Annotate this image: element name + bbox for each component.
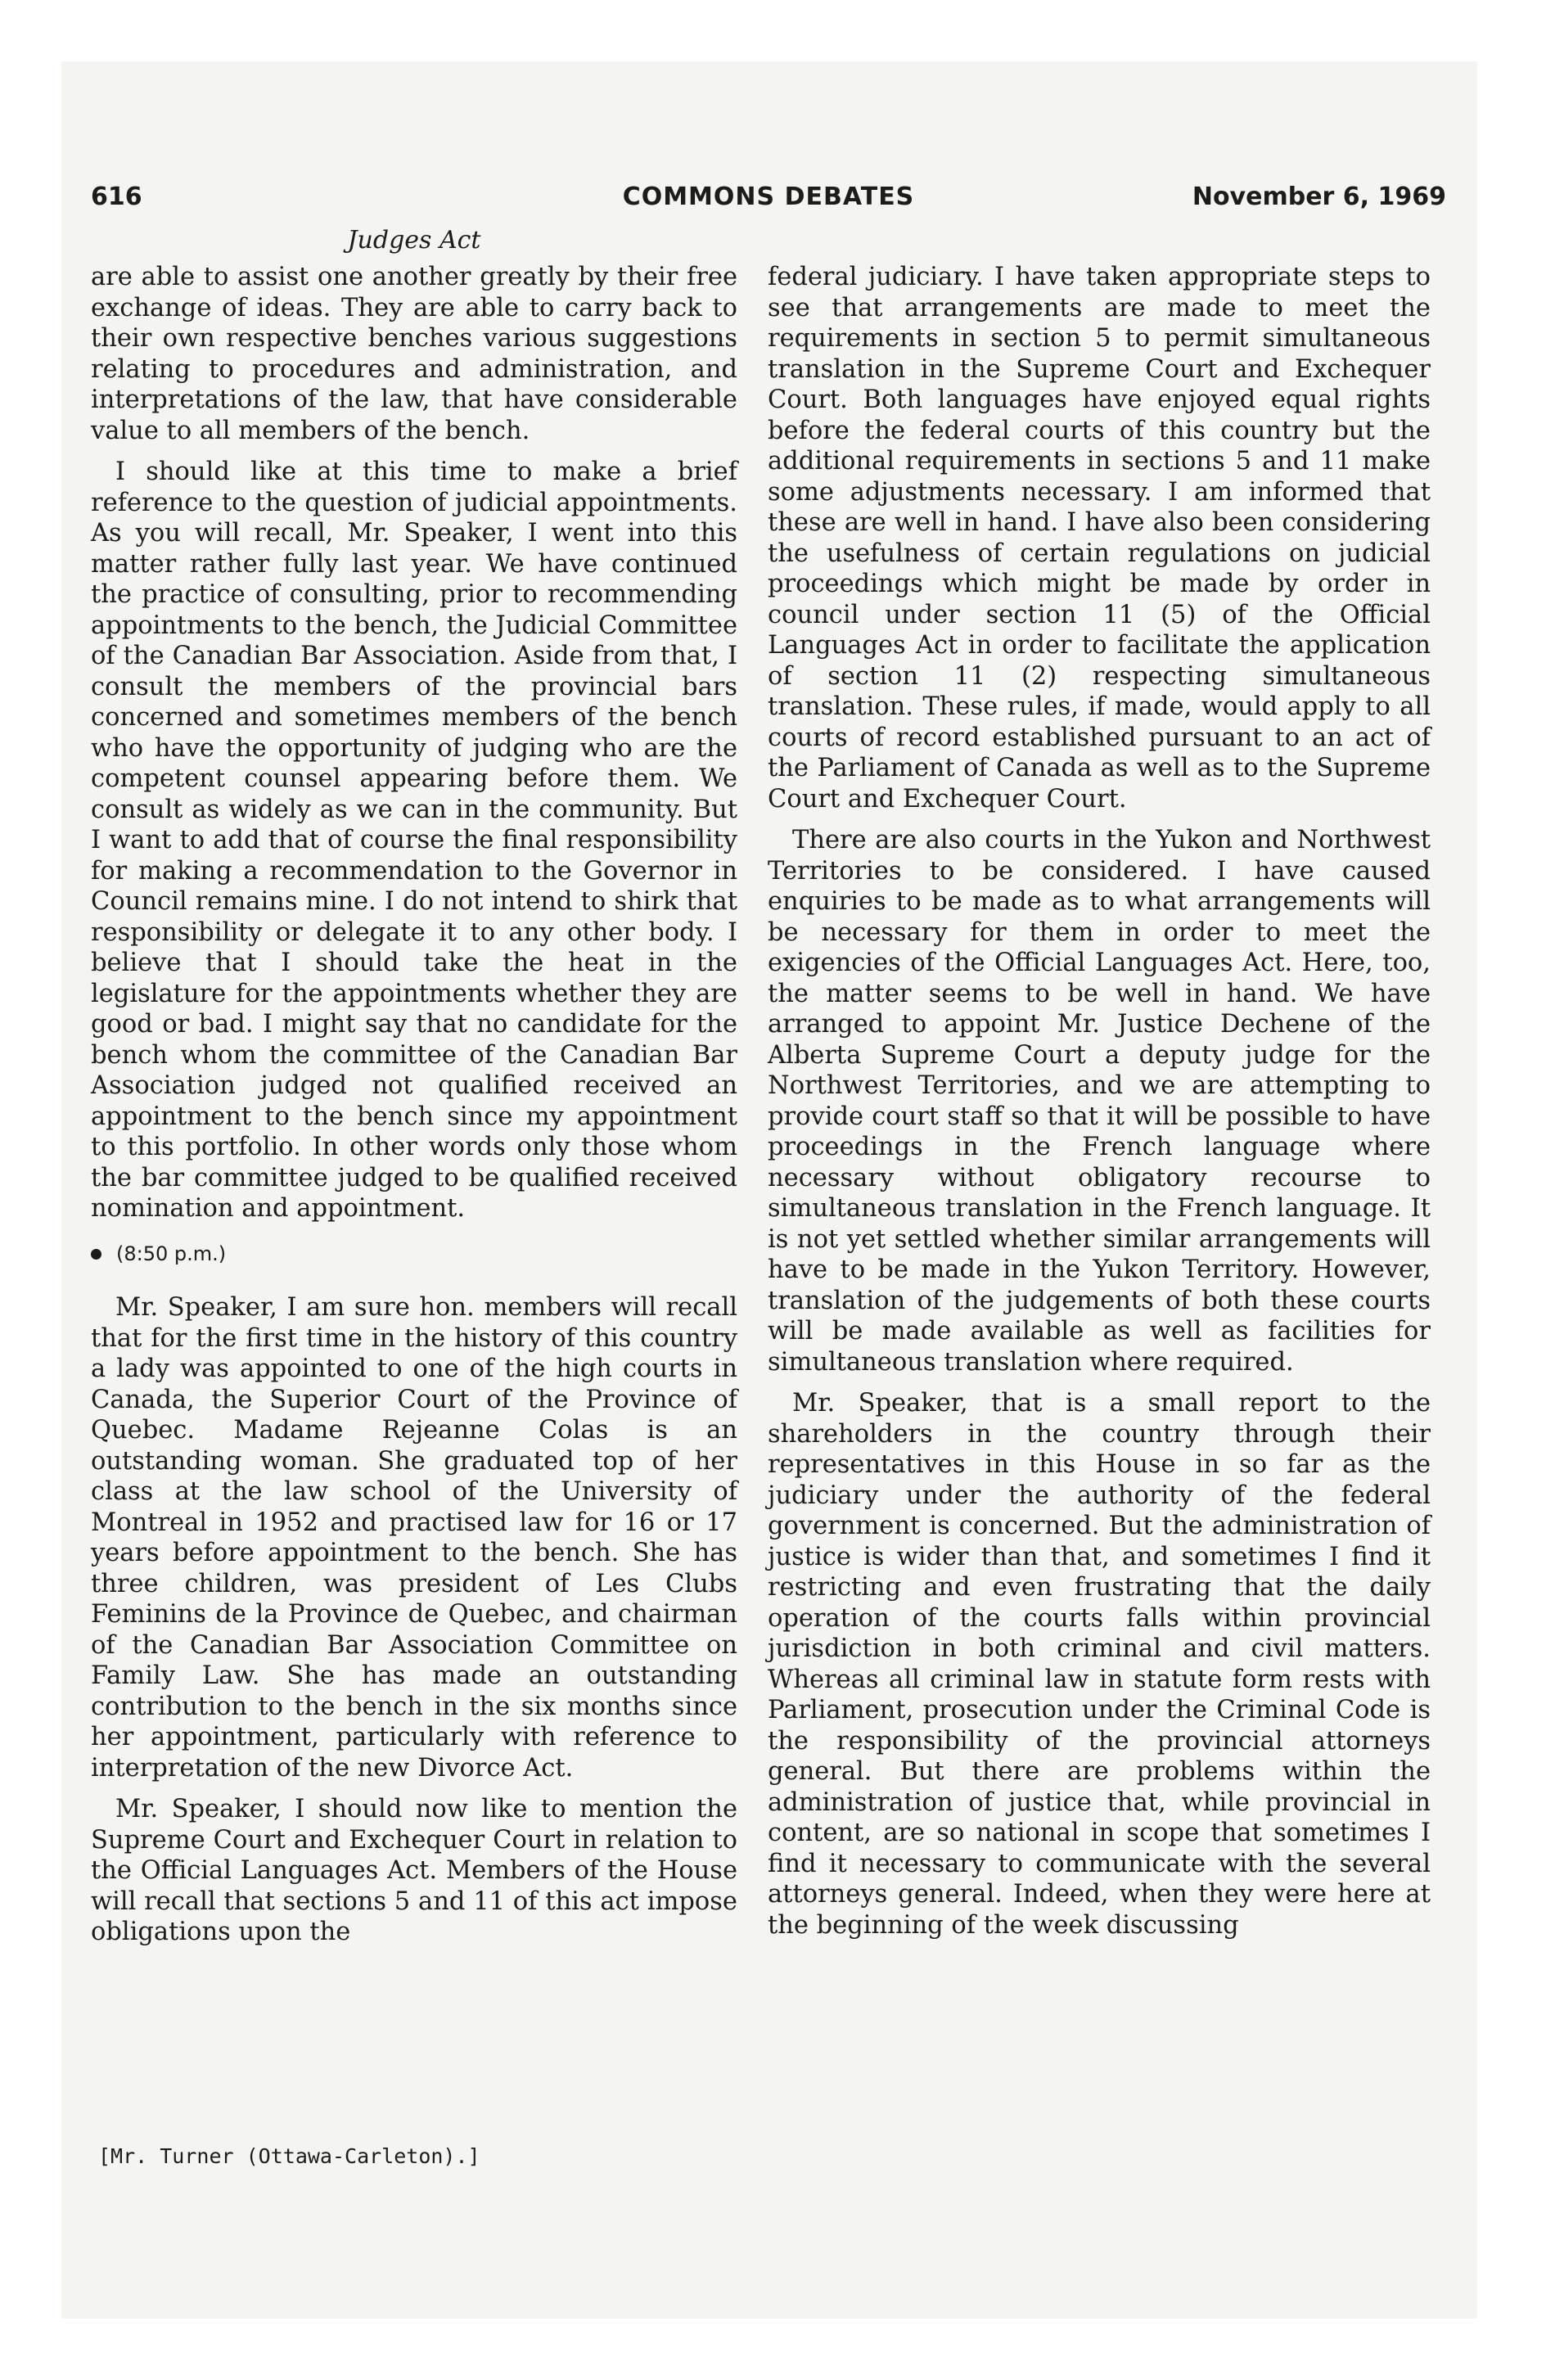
time-marker-text: (8:50 p.m.) [116,1242,227,1265]
page-header [91,183,1446,223]
journal-title: COMMONS DEBATES [622,183,915,211]
paragraph: There are also courts in the Yukon and Northwest Territories to be considered. I have caused enquiries to be made as to what arrangements will be necessary for them in order to meet the exigencies of the Official Languages Act. Here, too, the matter seems to be well in hand. We have arranged to appoint Mr. Justice Dechene of the Alberta Supreme Court a deputy judge for the Northwest Territories, and we are attempting to provide court staff so that it will be possible to have proceedings in the French language where necessary without obligatory recourse to simultaneous translation in the French language. It is not yet settled whether similar arrangements will have to be made in the Yukon Territory. However, translation of the judgements of both these courts will be made available as well as facilities for simultaneous translation where required. [768,826,1431,1377]
paragraph: Mr. Speaker, I am sure hon. members will recall that for the first time in the history of this country a lady was appointed to one of the high courts in Canada, the Superior Court of the Province of Quebec. Madame Rejeanne Colas is an outstanding woman. She graduated top of her class at the law school of the University of Montreal in 1952 and practised law for 16 or 17 years before appointment to the bench. She has three children, was president of Les Clubs Feminins de la Province de Quebec, and chairman of the Canadian Bar Association Committee on Family Law. She has made an outstanding contribution to the bench in the six months since her appointment, particularly with reference to interpretation of the new Divorce Act. [91,1293,737,1783]
paragraph: I should like at this time to make a brief reference to the question of judicial appointments. As you will recall, Mr. Speaker, I went into this matter rather fully last year. We have continued the practice of consulting, prior to recommending appointments to the bench, the Judicial Committee of the Canadian Bar Association. Aside from that, I consult the members of the provincial bars concerned and sometimes members of the bench who have the opportunity of judging who are the competent counsel appearing before them. We consult as widely as we can in the community. But I want to add that of course the final responsibility for making a recommendation to the Governor in Council remains mine. I do not intend to shirk that responsibility or delegate it to any other body. I believe that I should take the heat in the legislature for the appointments whether they are good or bad. I might say that no candidate for the bench whom the committee of the Canadian Bar Association judged not qualified received an appointment to the bench since my appointment to this portfolio. In other words only those whom the bar committee judged to be qualified received nomination and appointment. [91,458,737,1223]
left-column [91,262,737,1959]
subject-heading: Judges Act [347,226,481,255]
paragraph: Mr. Speaker, I should now like to mention the Supreme Court and Exchequer Court in relation to the Official Languages Act. Members of the House will recall that sections 5 and 11 of this act impose obligations upon the [91,1795,737,1946]
right-column [768,262,1431,1951]
time-marker [91,1239,737,1270]
bullet-dot-icon [91,1249,101,1260]
paragraph: federal judiciary. I have taken appropriate steps to see that arrangements are made to meet the requirements in section 5 to permit simultaneous translation in the Supreme Court and Exchequer Court. Both languages have enjoyed equal rights before the federal courts of this country but the additional requirements in sections 5 and 11 make some adjustments necessary. I am informed that these are well in hand. I have also been considering the usefulness of certain regulations on judicial proceedings which might be made by order in council under section 11 (5) of the Official Languages Act in order to facilitate the application of section 11 (2) respecting simultaneous translation. These rules, if made, would apply to all courts of record established pursuant to an act of the Parliament of Canada as well as to the Supreme Court and Exchequer Court. [768,263,1431,814]
paragraph: Mr. Speaker, that is a small report to the shareholders in the country through their representatives in this House in so far as the judiciary under the authority of the federal government is concerned. But the administration of justice is wider than that, and sometimes I find it restricting and even frustrating that the daily operation of the courts falls within provincial jurisdiction in both criminal and civil matters. Whereas all criminal law in statute form rests with Parliament, prosecution under the Criminal Code is the responsibility of the provincial attorneys general. But there are problems within the administration of justice that, while provincial in content, are so national in scope that sometimes I find it necessary to communicate with the several attorneys general. Indeed, when they were here at the beginning of the week discussing [768,1389,1431,1940]
publication-date: November 6, 1969 [1192,183,1446,211]
paragraph: are able to assist one another greatly by their free exchange of ideas. They are able to carry back to their own respective benches various suggestions relating to procedures and administration, and interpretations of the law, that have considerable value to all members of the bench. [91,263,737,445]
page-number: 616 [91,183,142,211]
speaker-attribution: [Mr. Turner (Ottawa-Carleton).] [98,2144,480,2168]
